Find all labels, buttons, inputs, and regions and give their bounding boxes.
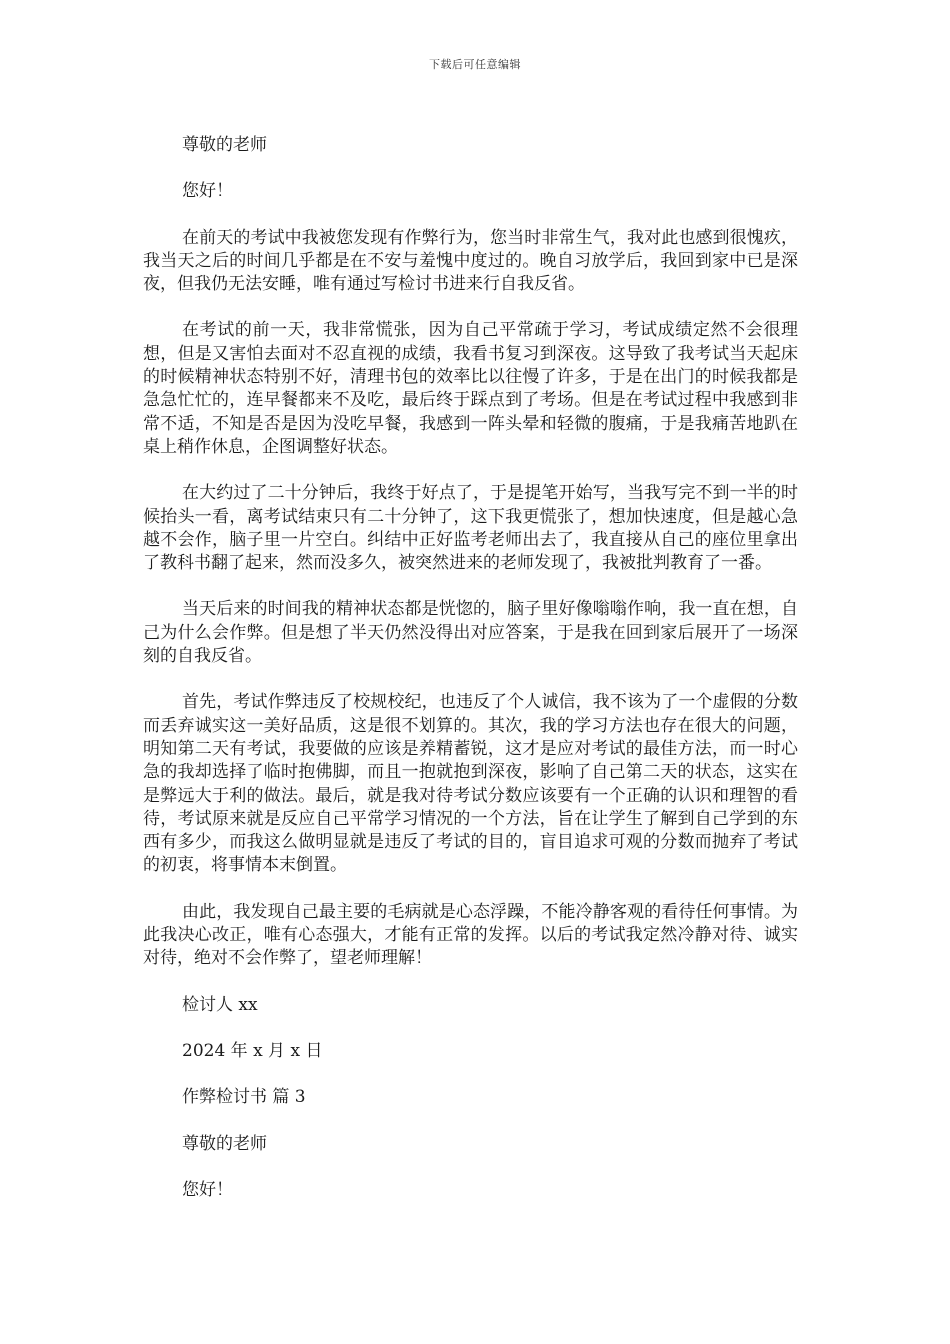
section-salutation: 尊敬的老师 xyxy=(182,1133,267,1154)
date: 2024 年 x 月 x 日 xyxy=(182,1040,323,1061)
body-paragraph: 在大约过了二十分钟后，我终于好点了，于是提笔开始写，当我写完不到一半的时候抬头一看，离考试结束只有二十分钟了，这下我更慌张了，想加快速度，但是越心急越不会作，脑子里一片空白。纠结中正好监考老师出去了，我直接从自己的座位里拿出了教科书翻了起来，然而没多久，被突然进来的老师发现了，我被批判教育了一番。 xyxy=(143,483,798,574)
body-paragraph: 由此，我发现自己最主要的毛病就是心态浮躁，不能冷静客观的看待任何事情。为此我决心改正，唯有心态强大，才能有正常的发挥。以后的考试我定然冷静对待、诚实对待，绝对不会作弊了，望老师理解！ xyxy=(143,901,798,969)
greeting: 您好！ xyxy=(182,181,233,202)
body-paragraph: 当天后来的时间我的精神状态都是恍惚的，脑子里好像嗡嗡作响，我一直在想，自己为什么会作弊。但是想了半天仍然没得出对应答案，于是我在回到家后展开了一场深刻的自我反省。 xyxy=(143,599,798,667)
body-paragraph: 在考试的前一天，我非常慌张，因为自己平常疏于学习，考试成绩定然不会很理想，但是又害怕去面对不忍直视的成绩，我看书复习到深夜。这导致了我考试当天起床的时候精神状态特别不好，清理书包的效率比以往慢了许多，于是在出门的时候我都是急急忙忙的，连早餐都来不及吃，最后终于踩点到了考场。但是在考试过程中我感到非常不适，不知是否是因为没吃早餐，我感到一阵头晕和轻微的腹痛，于是我痛苦地趴在桌上稍作休息，企图调整好状态。 xyxy=(143,320,798,457)
salutation: 尊敬的老师 xyxy=(182,135,267,155)
document-body xyxy=(143,134,798,1225)
signature: 检讨人 xx xyxy=(182,994,258,1015)
section-title: 作弊检讨书 篇 3 xyxy=(182,1087,306,1108)
body-paragraph: 首先，考试作弊违反了校规校纪，也违反了个人诚信，我不该为了一个虚假的分数而丢弃诚实这一美好品质，这是很不划算的。其次，我的学习方法也存在很大的问题，明知第二天有考试，我要做的应该是养精蓄锐，这才是应对考试的最佳方法，而一时心急的我却选择了临时抱佛脚，而且一抱就抱到深夜，影响了自己第二天的状态，这实在是弊远大于利的做法。最后，就是我对待考试分数应该要有一个正确的认识和理智的看待，考试原来就是反应自己平常学习情况的一个方法，旨在让学生了解到自己学到的东西有多少，而我这么做明显就是违反了考试的目的，盲目追求可观的分数而抛弃了考试的初衷，将事情本末倒置。 xyxy=(143,692,798,876)
section-greeting: 您好！ xyxy=(182,1179,233,1200)
header-note: 下载后可任意编辑 xyxy=(429,58,521,71)
body-paragraph: 在前天的考试中我被您发现有作弊行为，您当时非常生气，我对此也感到很愧疚，我当天之后的时间几乎都是在不安与羞愧中度过的。晚自习放学后，我回到家中已是深夜，但我仍无法安睡，唯有通过写检讨书进来行自我反省。 xyxy=(143,227,798,295)
